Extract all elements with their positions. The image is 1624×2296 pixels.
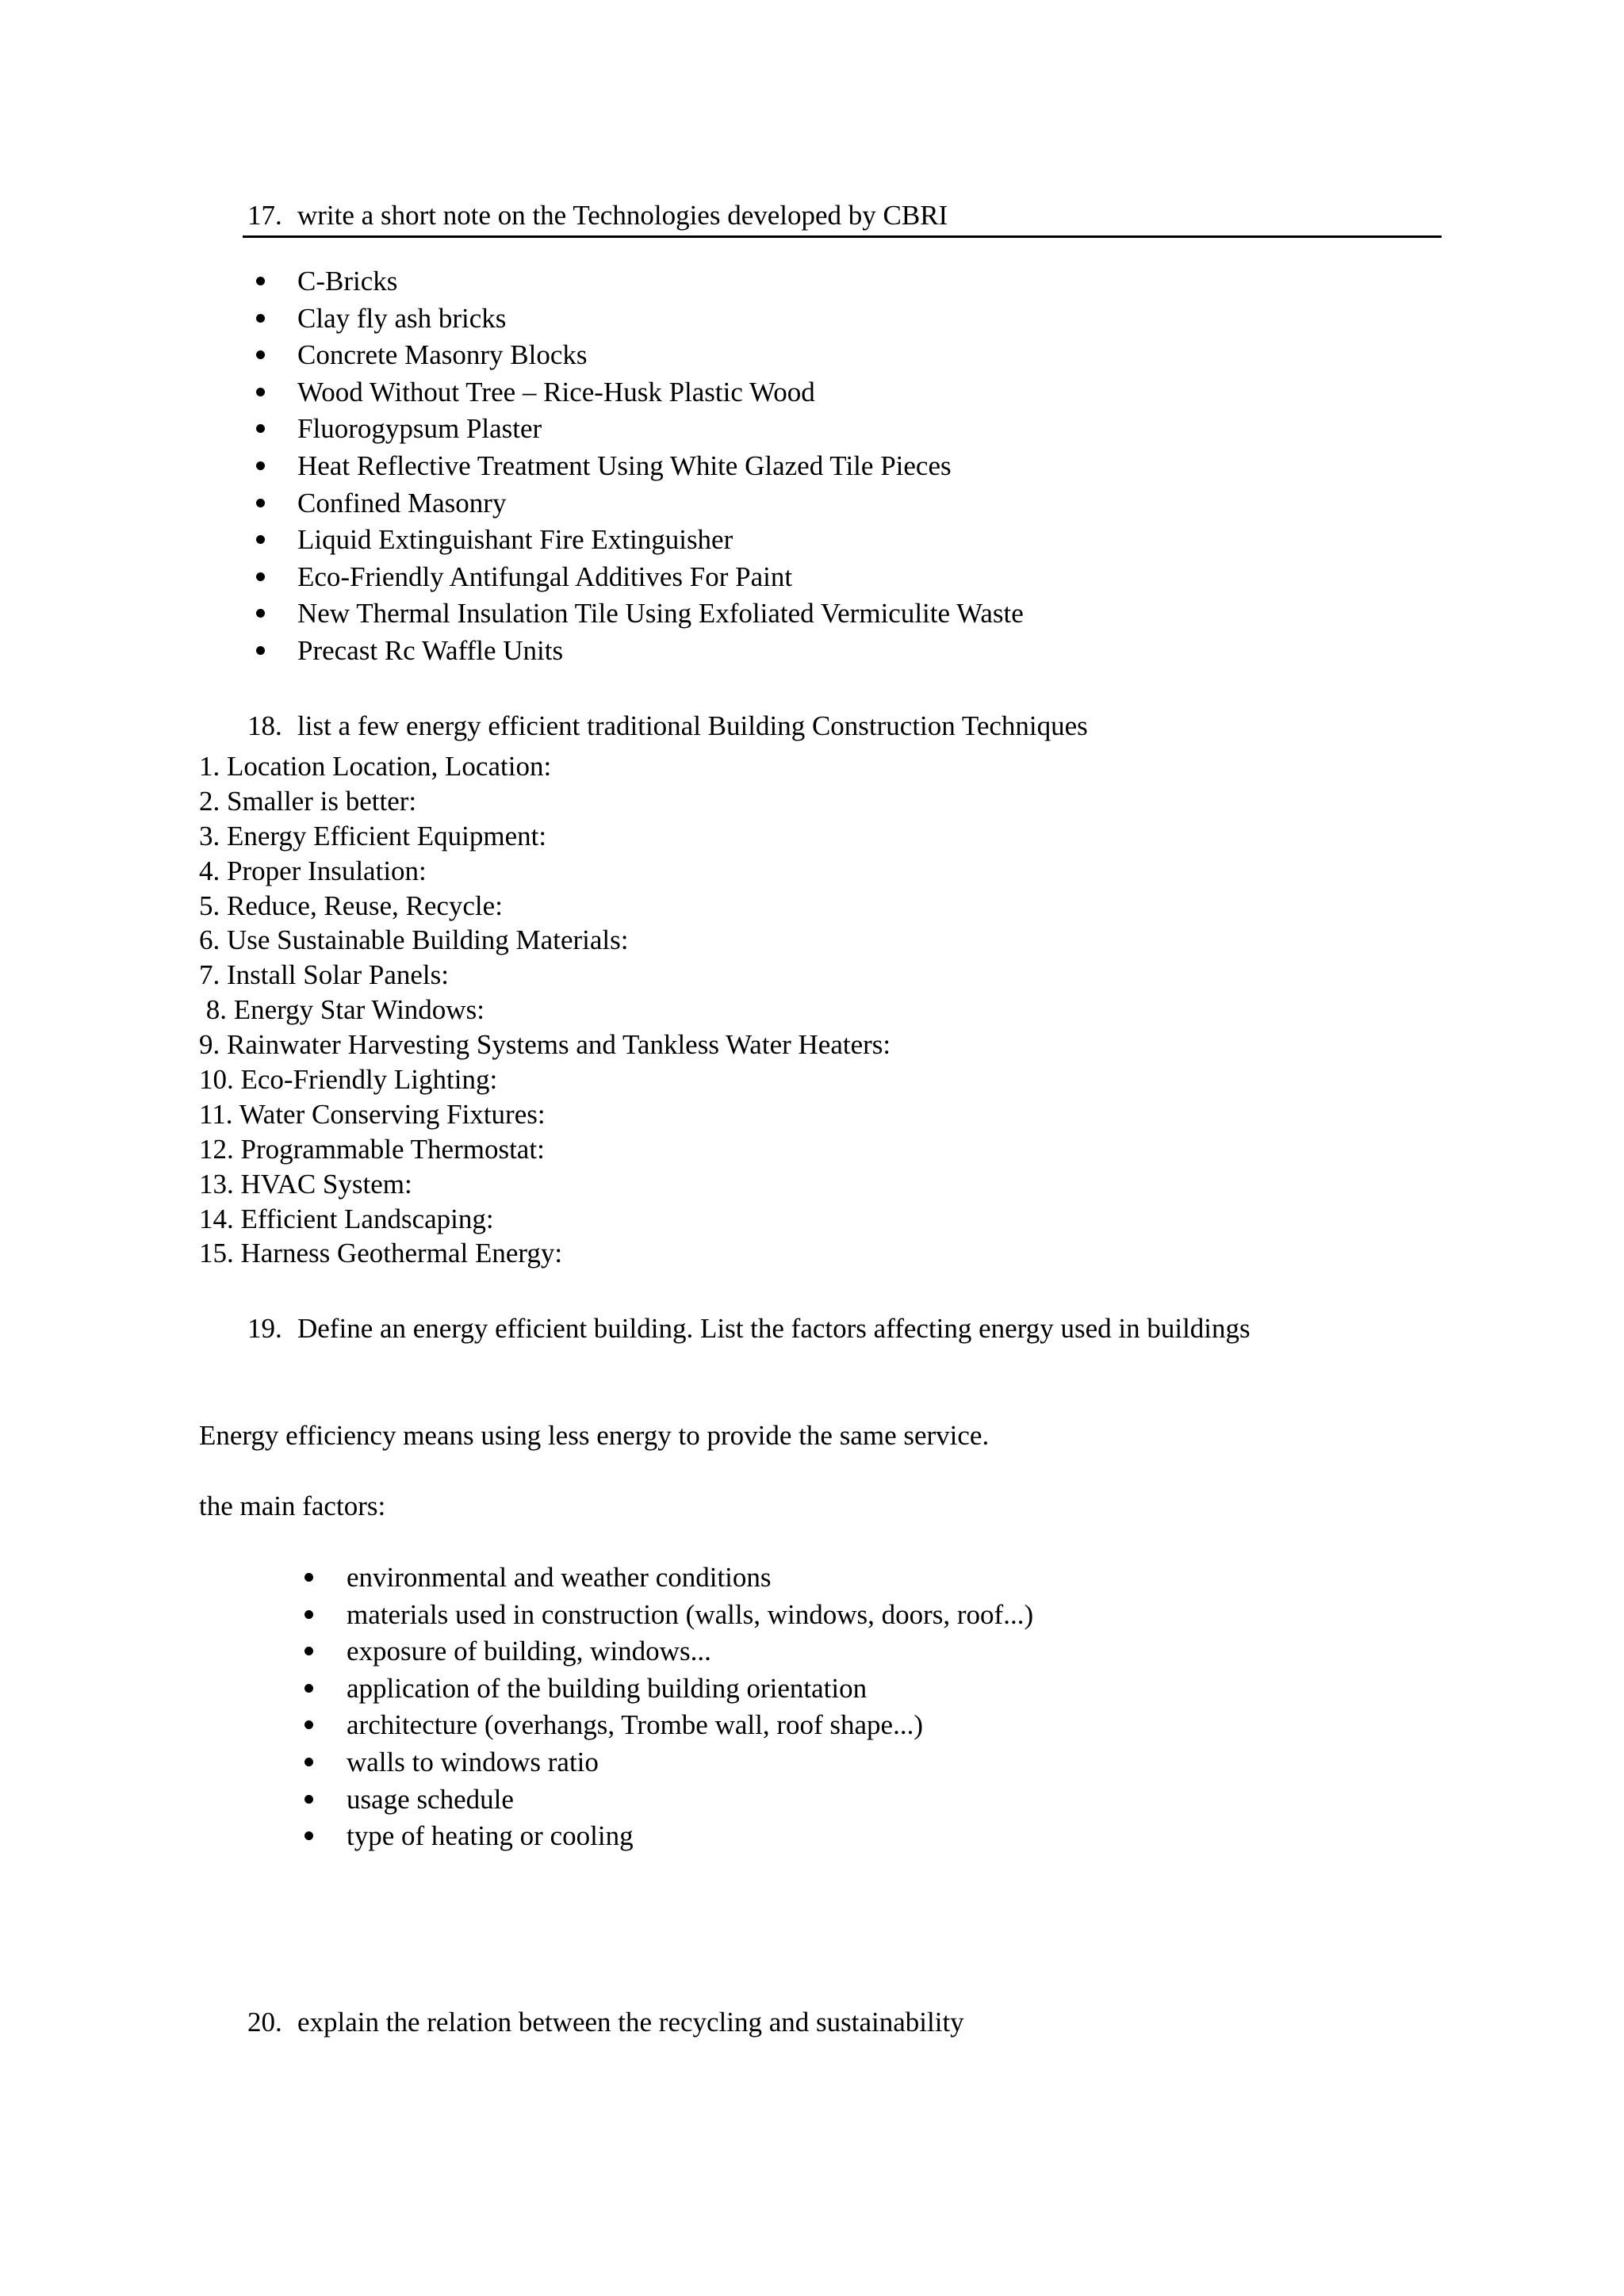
energy-efficiency-definition: Energy efficiency means using less energy to provide the same service.: [199, 1420, 990, 1451]
bullet-icon: [256, 535, 265, 544]
list-item: [297, 341, 1024, 378]
question-18-number: 18.: [247, 710, 282, 741]
list-item: 15. Harness Geothermal Energy:: [199, 1238, 563, 1269]
list-item: 1. Location Location, Location:: [199, 751, 552, 782]
question-20-text: explain the relation between the recycling and sustainability: [297, 2007, 964, 2038]
bullet-icon: [256, 499, 265, 507]
bullet-icon: [304, 1647, 313, 1655]
list-item-text: Liquid Extinguishant Fire Extinguisher: [297, 524, 733, 556]
list-item: [347, 1785, 1033, 1823]
question-19-heading: [247, 1314, 1251, 1342]
bullet-icon: [256, 646, 265, 655]
list-item: 9. Rainwater Harvesting Systems and Tankless Water Heaters:: [199, 1029, 891, 1061]
question-19-number: 19.: [247, 1313, 282, 1344]
bullet-icon: [304, 1610, 313, 1619]
list-item: 12. Programmable Thermostat:: [199, 1133, 545, 1165]
list-item: [297, 634, 1024, 674]
list-item-text: materials used in construction (walls, windows, doors, roof...): [347, 1598, 1034, 1630]
list-item-text: Heat Reflective Treatment Using White Glazed Tile Pieces: [297, 450, 952, 481]
bullet-icon: [256, 350, 265, 359]
list-item: 11. Water Conserving Fixtures:: [199, 1098, 546, 1130]
list-item-text: environmental and weather conditions: [347, 1562, 772, 1593]
bullet-icon: [256, 572, 265, 581]
list-item-text: walls to windows ratio: [347, 1746, 599, 1777]
bullet-icon: [256, 609, 265, 618]
question-17-underline: [243, 235, 1442, 238]
list-item: [297, 304, 1024, 342]
list-item-text: usage schedule: [347, 1783, 514, 1815]
list-item: [347, 1674, 1033, 1712]
list-item-text: New Thermal Insulation Tile Using Exfoliated Vermiculite Waste: [297, 598, 1024, 629]
list-item-text: exposure of building, windows...: [347, 1636, 711, 1667]
list-item-text: Clay fly ash bricks: [297, 302, 507, 334]
list-item: [297, 526, 1024, 563]
bullet-icon: [256, 277, 265, 285]
bullet-icon: [256, 314, 265, 323]
list-item: [297, 563, 1024, 600]
list-item: [347, 1563, 1033, 1601]
list-item: 13. HVAC System:: [199, 1168, 412, 1200]
bullet-icon: [304, 1831, 313, 1840]
list-item-text: C-Bricks: [297, 266, 398, 297]
bullet-icon: [304, 1573, 313, 1582]
bullet-icon: [256, 461, 265, 470]
list-item: [347, 1822, 1033, 1859]
bullet-icon: [256, 424, 265, 433]
list-item: 8. Energy Star Windows:: [199, 994, 485, 1026]
list-item-text: Confined Masonry: [297, 487, 507, 519]
list-item: 5. Reduce, Reuse, Recycle:: [199, 890, 503, 921]
bullet-icon: [304, 1758, 313, 1766]
question-20-heading: [247, 2008, 964, 2036]
cbri-technologies-list: [297, 267, 1024, 674]
list-item-text: application of the building building orientation: [347, 1672, 868, 1704]
list-item: [297, 415, 1024, 452]
construction-techniques-list: [199, 752, 891, 1274]
list-item: 6. Use Sustainable Building Materials:: [199, 924, 629, 956]
question-18-heading: [247, 712, 1088, 740]
list-item: [297, 489, 1024, 526]
factors-intro: the main factors:: [199, 1490, 386, 1521]
list-item: 3. Energy Efficient Equipment:: [199, 820, 547, 851]
list-item: [347, 1748, 1033, 1785]
list-item-text: architecture (overhangs, Trombe wall, roof shape...): [347, 1709, 924, 1741]
question-17-number: 17.: [247, 200, 282, 231]
bullet-icon: [304, 1720, 313, 1729]
list-item: 10. Eco-Friendly Lighting:: [199, 1064, 498, 1096]
list-item-text: type of heating or cooling: [347, 1820, 634, 1852]
list-item: 14. Efficient Landscaping:: [199, 1203, 494, 1234]
list-item: [297, 452, 1024, 489]
energy-factors-list: [347, 1563, 1033, 1859]
bullet-icon: [304, 1684, 313, 1693]
question-17-text: write a short note on the Technologies developed by CBRI: [297, 200, 948, 231]
question-18-text: list a few energy efficient traditional Building Construction Techniques: [297, 710, 1088, 741]
list-item-text: Eco-Friendly Antifungal Additives For Paint: [297, 561, 793, 592]
question-17-heading: [247, 201, 948, 229]
list-item: [297, 378, 1024, 415]
list-item: [347, 1598, 1034, 1638]
list-item-text: Wood Without Tree – Rice-Husk Plastic Wood: [297, 376, 815, 408]
list-item: 2. Smaller is better:: [199, 785, 417, 817]
question-19-text: Define an energy efficient building. List the factors affecting energy used in buildings: [297, 1313, 1251, 1344]
list-item: [297, 267, 1024, 304]
list-item: 4. Proper Insulation:: [199, 855, 427, 886]
bullet-icon: [256, 388, 265, 396]
list-item-text: Fluorogypsum Plaster: [297, 413, 542, 445]
list-item: [347, 1637, 1033, 1674]
list-item: [347, 1711, 1033, 1748]
bullet-icon: [304, 1795, 313, 1804]
list-item: [297, 599, 1024, 637]
list-item-text: Concrete Masonry Blocks: [297, 339, 588, 371]
question-20-number: 20.: [247, 2007, 282, 2038]
list-item-text: Precast Rc Waffle Units: [297, 634, 564, 666]
list-item: 7. Install Solar Panels:: [199, 959, 449, 991]
